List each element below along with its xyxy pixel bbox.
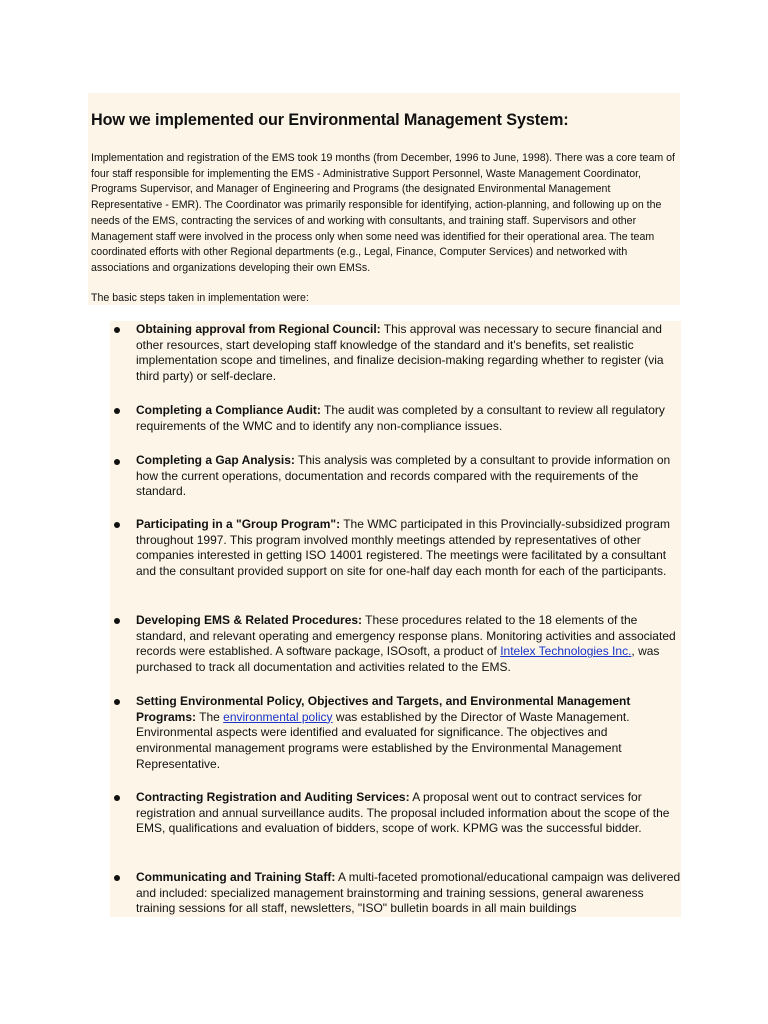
step-text: A multi-faceted promotional/educational campaign was delivered and included: specialized management brainstorming and training sessions, general awareness training sessions for all staff, newsletters, "ISO" bulletin boards in all main buildings: [136, 870, 681, 916]
steps-intro: The basic steps taken in implementation were:: [91, 292, 309, 304]
step-heading: Participating in a "Group Program":: [136, 517, 341, 531]
step-text: The: [196, 709, 224, 724]
environmental-policy-link[interactable]: environmental policy: [223, 709, 333, 724]
step-item: [136, 613, 682, 676]
bullet-icon: [114, 408, 120, 414]
step-item: [136, 790, 682, 837]
step-heading: Developing EMS & Related Procedures:: [136, 613, 363, 627]
step-text: was established by the Director of Waste Management. Environmental aspects were identified and evaluated for significance. The objectives and environmental management programs were established by the Environmental Management Representative.: [136, 709, 630, 771]
step-item: [136, 870, 682, 917]
step-text: The audit was completed by a consultant to review all regulatory requirements of the WMC and to identify any non-compliance issues.: [136, 403, 665, 433]
bullet-icon: [114, 699, 120, 705]
step-text: The WMC participated in this Provincially-subsidized program throughout 1997. This program involved monthly meetings attended by representatives of other companies interested in getting ISO 14001 registered. The meetings were facilitated by a consultant and the consultant provided support on site for one-half day each month for each of the participants.: [136, 517, 670, 579]
bullet-icon: [114, 618, 120, 624]
bullet-icon: [114, 459, 120, 465]
step-item: [136, 694, 682, 773]
step-heading: Contracting Registration and Auditing Services:: [136, 790, 410, 804]
step-item: [136, 453, 682, 500]
step-text: , was purchased to track all documentation and activities related to the EMS.: [136, 644, 660, 675]
step-item: [136, 403, 682, 434]
step-text: A proposal went out to contract services for registration and annual surveillance audits. The proposal included information about the scope of the EMS, qualifications and evaluation of bidders, scope of work. KPMG was the successful bidder.: [136, 790, 670, 836]
bullet-icon: [114, 875, 120, 881]
bullet-icon: [114, 327, 120, 333]
step-item: [136, 322, 682, 385]
intelex-link[interactable]: Intelex Technologies Inc.: [500, 644, 632, 659]
step-text: This approval was necessary to secure financial and other resources, start developing staff knowledge of the standard and it's benefits, set realistic implementation scope and timelines, and finalize decision-making regarding whether to register (via third party) or self-declare.: [136, 322, 664, 384]
bullet-icon: [114, 522, 120, 528]
step-heading: Completing a Gap Analysis:: [136, 453, 295, 467]
step-heading: Setting Environmental Policy, Objectives and Targets, and Environmental Management Programs:: [136, 694, 631, 724]
step-text: These procedures related to the 18 elements of the standard, and relevant operating and emergency response plans. Monitoring activities and associated records were established. A software package, ISOsoft, a product of: [136, 613, 676, 659]
step-heading: Completing a Compliance Audit:: [136, 403, 321, 417]
intro-paragraph: Implementation and registration of the EMS took 19 months (from December, 1996 to June, 1998). There was a core team of four staff responsible for implementing the EMS - Administrative Support Personnel, Waste Management Coordinator, Programs Supervisor, and Manager of Engineering and Programs (the designated Environmental Management Representative - EMR). The Coordinator was primarily responsible for identifying, action-planning, and following up on the needs of the EMS, contracting the services of and working with consultants, and training staff. Supervisors and other Management staff were involved in the process only when some need was identified for their operational area. The team coordinated efforts with other Regional departments (e.g., Legal, Finance, Computer Services) and networked with associations and organizations developing their own EMSs.: [91, 152, 675, 274]
page-title: How we implemented our Environmental Management System:: [91, 111, 569, 129]
bullet-icon: [114, 795, 120, 801]
step-heading: Communicating and Training Staff:: [136, 870, 336, 884]
step-heading: Obtaining approval from Regional Council:: [136, 322, 381, 336]
step-text: This analysis was completed by a consultant to provide information on how the current operations, documentation and records compared with the requirements of the standard.: [136, 453, 671, 499]
step-item: [136, 517, 682, 580]
